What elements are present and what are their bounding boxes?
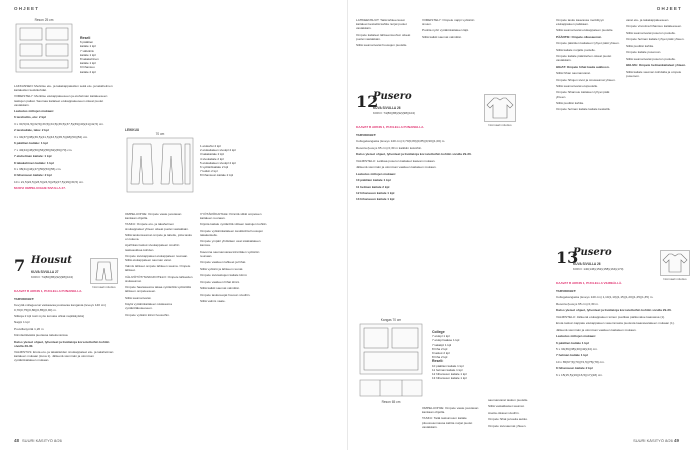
pattern-number: 12 xyxy=(356,92,379,111)
paragraph: 7 x 40(44)(46)(50)(54)(58)(62)(66)(70) cm. xyxy=(14,147,73,152)
paragraph: 3 x 30,5(31,5)(32,5)(33,5)(34,5)(36,5)(37,5)(39)(40)(41)(42,5) cm. xyxy=(14,121,104,126)
legend-title: Reseli xyxy=(80,36,91,40)
paragraph: Silitä kaitale sauman kohdalta ja ompele puseroon. xyxy=(626,69,682,78)
legend-item: 8 hiha 2 kpl xyxy=(432,355,448,360)
paragraph: Siilkoja 2 kpl tosti myös korvata ohkat napitkäyttöä) xyxy=(14,313,84,318)
paragraph: Ompele hihojen sivut ja sivusaumat yhteen. xyxy=(556,77,616,82)
paragraph: Ompele hihat ja kaula aukko. xyxy=(488,417,528,422)
paragraph: VALMISTELU: Leikkaa puseron kaitaleet kaavan mukaan. xyxy=(356,158,436,163)
paragraph: Ompele taskusuojat housun sivuihin. xyxy=(200,292,251,297)
pattern-link[interactable]: KAAVAT B ARKIN 1, PUOLELLA PUNAISELLA. xyxy=(356,125,425,129)
shirt-icon xyxy=(661,251,689,275)
legend-item: 2 etukaitaleen sivukpl 2 kpl xyxy=(200,148,236,153)
paragraph: Ompele hihansuu kaitaleen lyhyet päät yhteen. xyxy=(556,90,610,99)
paragraph: VALMISTUS: Erota etu- ja takakitelden sivukappaleet etu- ja takahelman kaitaleen mukaan (kuva 1). Jälleenä siemmän ja ulomman vyötärökaitaleen mukaan. xyxy=(14,350,114,363)
legend-item: 1 etukahvi 2 kpl xyxy=(200,144,221,148)
paragraph: 8 takakehinen kaitale: 1 kpl xyxy=(14,160,54,165)
paragraph: Jälleenä siemmän ja ulomman vaatteen kaitaleen mukaan. xyxy=(356,165,437,170)
magazine-name: SUURI KÄSITYÖ 8/26 xyxy=(22,438,62,443)
pattern-name: Housut xyxy=(31,255,72,266)
paragraph: Ompele kaitale puseroon. xyxy=(626,50,662,55)
legend-item: 9 hihansuu xyxy=(80,65,95,70)
magazine-name: SUURI KÄSITYÖ 8/26 xyxy=(633,438,673,443)
paragraph: Ompele sivusaumat yhteen. xyxy=(488,423,527,428)
pusero-banner xyxy=(356,93,484,119)
pattern-name: Pusero xyxy=(373,91,412,102)
pusero-section xyxy=(356,90,484,204)
legend-item: 8 takakehinen xyxy=(80,57,99,62)
pattern-code: KOKO: 74(80)(86)(92)(98)(104) xyxy=(31,274,74,279)
paragraph: Kiinnitettävästä puolassa taitekuvioissa xyxy=(14,333,68,338)
paragraph: Silitä vastakkaiset saumat. xyxy=(488,404,525,409)
diagram1-legend xyxy=(80,36,99,74)
paragraph: Katso yleiset ohjeet, lyhenteet ja lisätietoja korsotettuihin kohtiin sivulla 29-30. xyxy=(14,339,110,348)
paragraph: saumanvarat taskun puolelle. xyxy=(488,398,529,402)
paragraph: HIHAT: Ompele hihat kaula aukkoon. xyxy=(556,64,610,69)
legend-item: 12 hihansuun kaitale 1 kpl xyxy=(432,372,467,377)
pattern-number: 13 xyxy=(556,248,579,267)
paragraph: Silitä saumanvarat. xyxy=(125,295,152,300)
sketch-caption: Normaali mitoitus xyxy=(92,285,116,289)
paragraph: 6 x 15(15,5)(16)(16,5)(17)(18) cm. xyxy=(556,372,603,377)
paragraph: HELMA: Ompele helmankaitaleet yhteen. xyxy=(626,63,687,68)
paragraph: Resoria (leveys 65 cm) 0,30 m. xyxy=(556,301,599,306)
paragraph: Resoria (leveys 65 cm) 0,30 m kaikkiin kokoihin. xyxy=(356,145,423,150)
paragraph: Puolita nyöri vyötärökaitaleen läpi. xyxy=(422,28,469,33)
paragraph: Kavenna saumanvaraa kiinnittäen vyötärön reunaan. xyxy=(200,249,260,258)
paragraph: Ompele vyötärökaitaleen keskikohta housujen takakeskelle. xyxy=(200,228,264,237)
paragraph: Kevyttä collegea tai vastaavaa joustavaa kangasta (leveys 140 cm) 0,70(0,75)(0,80)(0,85)(0,90) m. xyxy=(14,303,107,312)
legend-item: kaitale 2 kpl xyxy=(80,69,96,74)
paragraph: Silitä saumanvarat etukappaleen puolelle. xyxy=(556,28,614,33)
paragraph: 6 terehattio, etu: 2 kpl xyxy=(14,115,46,120)
paragraph: 7 helman kaitale 1 kpl xyxy=(556,353,588,358)
legend-item: 7 kutkin 2 kpl xyxy=(200,169,218,174)
paragraph: 6 päättien kaitale: 1 kpl xyxy=(14,141,48,146)
paragraph: 11 helman kaitale 2 kpl xyxy=(356,184,390,189)
legend-title: Reseli: xyxy=(432,359,444,364)
pants-icon xyxy=(91,259,117,283)
legend-item: 7 väliväriä xyxy=(80,48,94,53)
paragraph: Valmis lahkeet ompele lahkeen sauma. Ompele lahkeet. xyxy=(125,264,191,273)
paragraph: OMPELUOHJE: Ompele vaate juostavan kankaan ohjeilla. xyxy=(125,212,182,221)
paragraph: OMPELUOHJE: Ompele vaate joustavan kankaan ohjeilla. xyxy=(422,406,479,415)
paragraph: Puuvillanyöriä 1,20 m xyxy=(14,326,44,331)
page-header: OHJEET xyxy=(14,6,40,11)
sweater-icon xyxy=(485,95,515,121)
cutting-layout-svg xyxy=(125,136,197,196)
paragraph: Laskutus mittojen mukaan: xyxy=(356,171,397,176)
cutting-layout-svg xyxy=(358,322,426,400)
pattern-name: Pusero xyxy=(573,247,612,258)
cutting-diagram-1 xyxy=(14,18,76,74)
paragraph: Silitä saumanvarat puseron puolelle. xyxy=(626,30,676,35)
legend-item: kaitale 1 kpl xyxy=(80,44,96,49)
paragraph: 8 hihansuun kaitale 2 kpl xyxy=(556,366,593,371)
diagram-bottom-label: Reson 65 cm xyxy=(381,400,401,404)
page-number: 49 xyxy=(673,438,679,443)
paragraph: Ompele helman kaitale kaitale keskellä. xyxy=(556,107,611,112)
paragraph: 2 terekaitale, taka: 2 kpl xyxy=(14,128,49,133)
pattern-link[interactable]: KAAVAT B ARKIN 1, PUOLELLA PUNAISELLA. xyxy=(14,289,83,293)
r-col-2 xyxy=(422,18,482,41)
diagram-title: Kangas 70 cm xyxy=(380,318,402,322)
paragraph: Silitä puoliksi kahtia. xyxy=(556,100,584,105)
paragraph: Ompele ympäri yhdistäen osat sisäkaitaleen kanssa. xyxy=(200,239,261,248)
legend-item: 6 vyötärökaitale 2 kpl xyxy=(200,165,229,170)
paragraph: Silitä saumanvarat puseron puolelle. xyxy=(626,56,676,61)
paragraph: Ompele haarasauma takaa vyötäröltä vyötäröltä lahkeen ompeleeseen. xyxy=(125,285,191,294)
paragraph: 9 hihansuun kaitale: 2 kpl xyxy=(14,173,52,178)
paragraph: Ompele vinoviiva hihansuu kaitaleeseen. xyxy=(626,24,683,29)
paragraph: Collegekangasta (leveys 140 cm) 0,70(0,80)(0,85)(0,90)(1,00) m. xyxy=(356,139,446,144)
pattern-number: 7 xyxy=(14,256,26,275)
legend-item: 7 etukpl 1 kpl xyxy=(432,334,450,339)
pattern-code: KOKO: 74(80)(86)(92)(98)(104) xyxy=(373,110,416,115)
paragraph: Silitä hihan saumanvarat. xyxy=(556,71,591,76)
cutting-diagram-3 xyxy=(358,318,426,404)
r-col-3 xyxy=(556,18,620,114)
paragraph: 10 päättien kaitale 1 kpl xyxy=(356,178,391,183)
note-link[interactable]: MUOVI OMPELUOHJE SIVULLA 27. xyxy=(14,186,66,191)
paragraph: VIIMEISTELY: Merkitse etukappaleeseen ja etuhelman kaitaleeseen taskujen paikat. Saumaa kaitaleet etukappaleeseen oikeat puolet vastakkain. xyxy=(14,94,108,107)
paragraph: VÄLIVÖTÖT/TASKUKOTELO: Ompele lahkeiden sisäsaumat. xyxy=(125,274,193,283)
paragraph: LAKKANSEN: Merkitse etu- ja takakappaleiden sekä etu- ja takahelmen kaitaleiden keskikohdat. xyxy=(14,84,113,93)
paragraph: Silitä kaikki saumat valmiiksi. xyxy=(200,286,240,291)
paragraph: PÄÄNTIE: Ompele olkasaumat. xyxy=(556,34,602,39)
paragraph: Ompele sivukappaleet etukappaleen reunaan. Silitä etukappaleen sauman varat. xyxy=(125,253,189,262)
right-page xyxy=(348,0,696,450)
diagram-width: 70 cm xyxy=(155,132,165,136)
paragraph: Collegekangasta (leveys 140 cm) 1,10(1,10)(1,15)(1,20)(1,25)(1,35) m. xyxy=(556,295,654,300)
cutting-layout-svg xyxy=(14,22,76,74)
r-col-1 xyxy=(356,18,416,49)
cutting-diagram-2 xyxy=(125,128,197,196)
paragraph: 13 hihansuun kaitale 1 kpl xyxy=(356,197,395,202)
legend-item: 4 sivukaitale 2 kpl xyxy=(200,156,224,161)
paragraph: 5 x 34(36)(38)(40)(42)(44) cm. xyxy=(556,346,598,351)
diagram-title: LEIKKUU xyxy=(125,128,140,132)
paragraph: Kirjoita kaitale vyötäröltä viittaen taskujen kohtiin. xyxy=(200,222,268,227)
legend-item: 7 takakpl 1 kpl xyxy=(432,342,452,347)
paragraph: VALMISTELU: Jälleenä etukappaleen toinen puolikas pailkuvalue kaavassa (1). xyxy=(556,314,665,319)
diagram-title: Reson 25 cm xyxy=(34,18,54,22)
paragraph: Silitä kaikki saumat valmiiksi. xyxy=(422,34,462,39)
paragraph: Silitä puoliksi kahtia. xyxy=(626,43,654,48)
legend-item: 6 päättien xyxy=(80,40,94,45)
paragraph: Silitä taskunsaumat ompele ja taitettu, jotta tasku on tukeva. xyxy=(125,232,193,242)
paragraph: Silitä saumanvarat etupuolelle. xyxy=(556,84,599,89)
paragraph: Asetta olkaset sivuihin. xyxy=(488,410,520,415)
r-col-4 xyxy=(626,18,688,80)
paragraph: LAHKEENSUUT: Taitä lahkeensuun kaitaleet keskeltä kahtia nurjat puolet vastakkain. xyxy=(356,18,407,31)
pattern-subtitle: KUVA SIVULLA 27 xyxy=(31,270,59,274)
legend-item: 8 hihansuun kaitale 2 kpl xyxy=(200,173,234,178)
legend-item: kaitale 1 kpl xyxy=(80,52,96,57)
paragraph: Silitä vyötärö ja lahkeen reunat. xyxy=(200,266,244,271)
pattern-code: KOKO: 140(146)(152)(158)(164)(170) xyxy=(573,266,624,271)
paragraph: Ompele vaatteen hihat kiinni. xyxy=(200,279,240,284)
paita-sketch xyxy=(660,250,690,281)
paragraph: TARVIKKEET: xyxy=(356,133,377,138)
paragraph: Ompele helman kaitale lyhyet päät yhteen. xyxy=(626,37,685,42)
instructions-col-3 xyxy=(200,212,268,305)
paragraph: Laskutus mittojen mukaan: xyxy=(14,109,55,114)
paragraph: Ompele kaitaleet lahkeensuuhun oikeat puolet vastakkain. xyxy=(356,32,411,41)
r-col-mid-2 xyxy=(488,398,548,430)
paragraph: Ompele vyötärö kiinni housuihin. xyxy=(125,312,170,317)
paragraph: VIIMEISTELY: Ompele nappi vyötärön sivuun. xyxy=(422,18,475,27)
paragraph: 3 x 34(37)(38)(39,5)(41,5)(43,5)(45,5)(48)(50)(52) cm. xyxy=(14,134,89,139)
r-col-mid-1 xyxy=(422,406,482,431)
page-footer xyxy=(633,438,682,443)
paragraph: TARVIKKEET: xyxy=(14,297,35,302)
paragraph: Ajurihkasi taskut sivukappaleen sivuihin taskuaukkoa kohden. xyxy=(125,243,180,252)
paragraph: varat etu- ja takakappaleeseen. xyxy=(626,18,670,22)
instructions-col-2 xyxy=(125,212,193,319)
paragraph: Nappi 1 kpl xyxy=(14,320,30,325)
page-header: OHJEET xyxy=(656,6,682,11)
paragraph: 12 hihansuun kaitale 1 kpl xyxy=(356,190,395,195)
paragraph: Laskutus mittojen mukaan: xyxy=(556,334,597,339)
paragraph: VYÖTÄRÖKAITALE: Kiinnitä silkki ompeleen kaitaleen reunaan. xyxy=(200,212,262,221)
paragraph: Käytä vyötärökaitaleen sisäsauma vyötäröläkuteeseen. xyxy=(125,302,172,311)
legend-item: 9 taskut 2 kpl xyxy=(432,351,450,356)
paragraph: Silitä saumanvarat housujen puolelle. xyxy=(356,43,408,48)
paragraph: 10 x 21,5(22,5)(23,5)(24,5)(26)(27,5)(29)(30,5) cm. xyxy=(14,179,84,184)
paragraph: TASKU: Ompele etu- ja takahelmen sivukappaleet yhteen oikeat puolet vastakkain. xyxy=(125,222,189,231)
legend-item: 8 hiha 2 kpl xyxy=(432,346,448,351)
paragraph: Katso yleiset ohjeet, lyhenteet ja lisätietoja korostettuihin kohtiin sivulla 29-30. xyxy=(556,308,672,313)
legend-title: College xyxy=(432,330,445,334)
paragraph: Erota taskun kappale etukappaleen vasemmasta puolesta kaavavarakeen mukaan (1). xyxy=(556,321,675,326)
diagram3-legend xyxy=(432,330,467,380)
page-footer xyxy=(14,438,62,443)
paragraph: Silitä valmis vaate. xyxy=(200,299,226,303)
pattern-subtitle: KUVA SIVULLA 26 xyxy=(573,262,601,266)
legend-item: 10 päättien kaitale 1 kpl xyxy=(432,363,464,368)
paragraph: Ompele pääntien kaitaleen lyhyet päät yhteen. xyxy=(556,41,620,46)
pusero-sketch xyxy=(484,94,516,127)
paragraph: Katso yleiset ohjeet, lyhenteet ja lisätietoja korostettuihin kohtiin sivulla 29-30. xyxy=(356,152,472,157)
paragraph: Ompele kaitale pääntiehen oikeat puolet vastakkain. xyxy=(556,54,612,63)
sketch-caption: Normaali mitoitus xyxy=(663,277,687,281)
housut-sketch xyxy=(90,258,118,289)
pattern-subtitle: KUVA SIVULLA 26 xyxy=(373,106,401,110)
legend-item: kaitale 1 kpl xyxy=(80,61,96,66)
paragraph: 10 x 65(67,5)(70)(72,5)(75)(78) cm. xyxy=(556,359,605,364)
instructions-col-1 xyxy=(14,84,116,193)
paragraph: Ompele sivutaskujen kaitale kiinni. xyxy=(200,273,248,278)
page-number: 48 xyxy=(14,438,20,443)
paragraph: 9 x 38(41)(44)(47)(50)(53)(56) cm. xyxy=(14,166,62,171)
pattern-link[interactable]: KAAVAT B ARKIN 1, PUOLELLA VIHREÄLLÄ. xyxy=(556,281,623,285)
legend-item: 3 takakaitale 2 kpl xyxy=(200,152,225,157)
sketch-caption: Normaali mitoitus xyxy=(488,123,512,127)
paragraph: 7 etuhelman kaitale: 1 kpl xyxy=(14,154,52,159)
legend-item: 11 helman kaitale 1 kpl xyxy=(432,367,463,372)
paragraph: TASKU: Taitä taskunsuun kaitale pituussuunnassa kahtia nurjat puolet vastakkain. xyxy=(422,416,473,429)
legend-item: 5 etukaitaleen sivukpl 2 kpl xyxy=(200,160,236,165)
paragraph: 6 päättien kaitale 1 kpl xyxy=(556,340,589,345)
legend-item: 7 etukpl taakse 1 kpl xyxy=(432,338,460,343)
paragraph: Ompele vaatteen lahkeet ja hihat. xyxy=(200,260,247,265)
paragraph: Ompele tasku kaavassa merkittyyn etukappaleen paikkaan. xyxy=(556,18,604,27)
diagram2-legend xyxy=(200,144,236,178)
paragraph: Silitä kaitale nurjalle puolelle. xyxy=(556,47,596,52)
paragraph: TARVIKKEET: xyxy=(556,289,577,294)
paragraph: Jälleenä siemmän ja ulomman vaatteen kaitaleen mukaan. xyxy=(556,327,637,332)
legend-item: 13 hihansuun kaitale 1 kpl xyxy=(432,376,467,381)
